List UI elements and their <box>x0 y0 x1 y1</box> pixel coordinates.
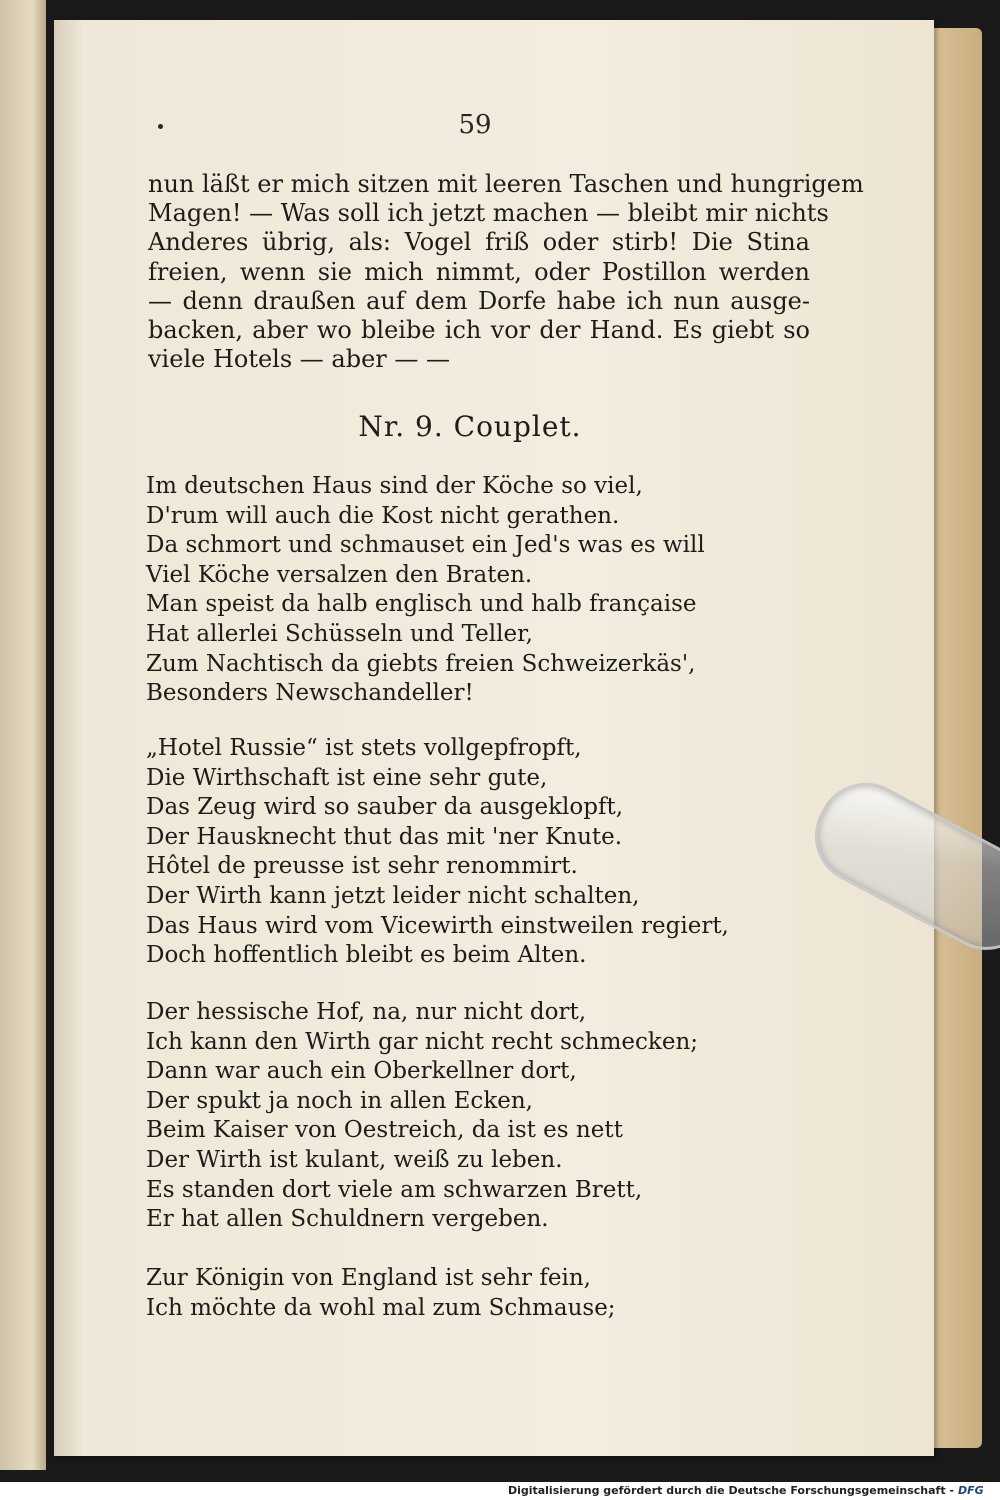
verse-line: Besonders Newschandeller! <box>146 680 474 707</box>
stanza-2 <box>146 734 786 971</box>
verse-line: D'rum will auch die Kost nicht gerathen. <box>146 502 620 529</box>
verse-line: Zur Königin von England ist sehr fein, <box>146 1265 591 1291</box>
verse-line: Er hat allen Schuldnern vergeben. <box>146 1206 549 1233</box>
verse-line: Hôtel de preusse ist sehr renommirt. <box>146 853 578 880</box>
dfg-logo: DFG <box>958 1484 984 1497</box>
prose-paragraph <box>148 170 864 374</box>
verse-line: Das Haus wird vom Vicewirth einstweilen regiert, <box>146 912 729 939</box>
prose-line: Magen! — Was soll ich jetzt machen — bleibt mir nichts <box>148 199 829 228</box>
verse-line: Ich kann den Wirth gar nicht recht schmecken; <box>146 1028 699 1055</box>
prose-line: backen, aber wo bleibe ich vor der Hand. Es giebt so <box>148 316 810 345</box>
funding-notice: Digitalisierung gefördert durch die Deutsche Forschungsgemeinschaft - <box>507 1484 954 1497</box>
verse-line: Doch hoffentlich bleibt es beim Alten. <box>146 942 587 969</box>
verse-line: Viel Köche versalzen den Braten. <box>146 561 533 588</box>
verse-line: Ich möchte da wohl mal zum Schmause; <box>146 1294 616 1321</box>
section-heading: Nr. 9. Couplet. <box>358 410 582 443</box>
verse-line: „Hotel Russie“ ist stets vollgepfropft, <box>146 735 582 761</box>
prose-line: freien, wenn sie mich nimmt, oder Postillon werden <box>148 257 810 286</box>
page-mark-dot <box>158 124 163 129</box>
stanza-4 <box>146 1264 786 1323</box>
verse-line: Der Wirth kann jetzt leider nicht schalten, <box>146 882 640 909</box>
verse-line: Dann war auch ein Oberkellner dort, <box>146 1058 577 1085</box>
verse-line: Der spukt ja noch in allen Ecken, <box>146 1087 533 1114</box>
verse-line: Der Wirth ist kulant, weiß zu leben. <box>146 1146 563 1173</box>
verse-line: Im deutschen Haus sind der Köche so viel, <box>146 473 643 499</box>
verse-line: Es standen dort viele am schwarzen Brett, <box>146 1176 643 1203</box>
prose-line: Anderes übrig, als: Vogel friß oder stirb! Die Stina <box>148 228 810 257</box>
prose-line: viele Hotels — aber — — <box>148 345 451 374</box>
verse-line: Das Zeug wird so sauber da ausgeklopft, <box>146 794 624 821</box>
prose-line: nun läßt er mich sitzen mit leeren Taschen und hungrigem <box>148 170 864 198</box>
verse-line: Zum Nachtisch da giebts freien Schweizerkäs', <box>146 650 696 677</box>
stanza-3 <box>146 998 786 1235</box>
page-number: 59 <box>458 110 492 140</box>
stanza-1 <box>146 472 786 709</box>
verse-line: Da schmort und schmauset ein Jed's was es will <box>146 532 705 559</box>
verse-line: Die Wirthschaft ist eine sehr gute, <box>146 764 548 791</box>
verse-line: Der hessische Hof, na, nur nicht dort, <box>146 999 586 1025</box>
left-page-edge <box>0 0 46 1470</box>
verse-line: Man speist da halb englisch und halb française <box>146 591 697 618</box>
prose-line: — denn draußen auf dem Dorfe habe ich nun ausge- <box>148 286 810 315</box>
verse-line: Der Hausknecht thut das mit 'ner Knute. <box>146 823 623 850</box>
verse-line: Beim Kaiser von Oestreich, da ist es nett <box>146 1117 623 1144</box>
verse-line: Hat allerlei Schüsseln und Teller, <box>146 620 533 647</box>
